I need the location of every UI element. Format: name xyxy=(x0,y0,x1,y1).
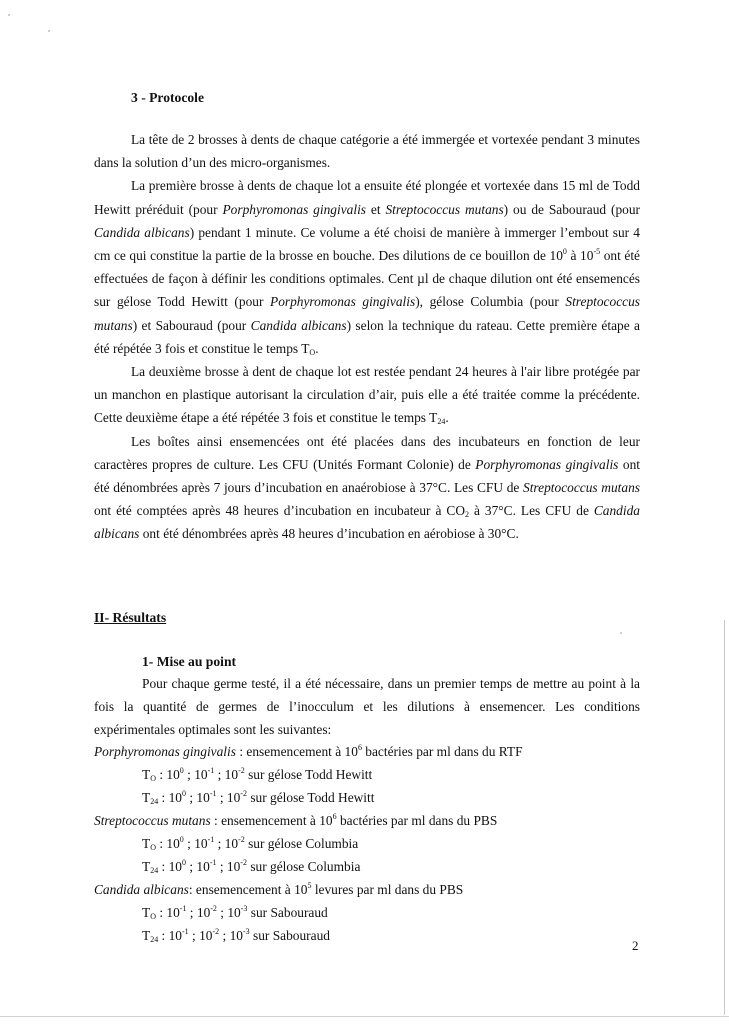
text-run: ) selon la technique du rateau. Cette première étape a été répétée 3 fois et constitue le temps T xyxy=(94,317,641,356)
text-run: T xyxy=(142,905,151,920)
exponent: 0 xyxy=(179,835,184,844)
results-heading: II- Résultats xyxy=(94,610,167,625)
text-run: ont été effectuées de façon à définir les conditions optimales. Cent µl de chaque dilution ont été ensemencés sur gélose Todd Hewitt (pour xyxy=(94,248,641,310)
subscript: 24 xyxy=(150,935,159,944)
organism-name: Candida albicans xyxy=(94,882,189,897)
results-subheading: 1- Mise au point xyxy=(142,654,237,669)
scan-speck xyxy=(8,14,10,16)
text-run: bactéries par ml dans du PBS xyxy=(336,813,498,828)
text-run: sur gélose Columbia xyxy=(246,859,361,874)
text-run: ; 10 xyxy=(216,790,241,805)
exponent: -3 xyxy=(242,927,250,936)
text-run: : ensemencement à 10 xyxy=(235,744,358,759)
text-run: : ensemencement à 10 xyxy=(210,813,333,828)
scan-bottom-line xyxy=(0,1016,729,1017)
exponent: -2 xyxy=(240,858,247,867)
text-run: ) ou de Sabouraud (pour xyxy=(503,201,641,217)
exponent: -2 xyxy=(238,766,245,775)
text-run: ; 10 xyxy=(183,767,208,782)
text-run: : 10 xyxy=(158,859,182,874)
text-run: ; 10 xyxy=(186,905,211,920)
text-run: : 10 xyxy=(158,790,182,805)
organism-name: Streptococcus mutans xyxy=(94,294,640,333)
text-run: : 10 xyxy=(155,836,180,851)
subscript: O xyxy=(150,912,156,921)
text-run: La deuxième brosse à dent de chaque lot est restée pendant 24 heures à l'air libre protégée par un manchon en plastique autorisant la circulation d’air, puis elle a été traitée comme la précédente. Cette deuxième étape a été répétée 3 fois et constitue le temps T xyxy=(94,364,640,426)
protocol-body xyxy=(94,128,640,546)
text-run: T xyxy=(142,767,151,782)
exponent: -1 xyxy=(209,789,217,798)
exponent: -2 xyxy=(212,927,220,936)
text-run: : ensemencement à 10 xyxy=(188,882,308,897)
organism-name: Candida albicans xyxy=(250,317,347,333)
exponent: 6 xyxy=(357,743,362,752)
organism-name: Candida albicans xyxy=(94,224,190,240)
text-run: ; 10 xyxy=(214,767,239,782)
protocol-paragraph xyxy=(94,430,640,546)
text-run: . xyxy=(445,410,449,426)
text-run: : 10 xyxy=(155,767,180,782)
exponent: -5 xyxy=(593,247,601,257)
condition-organism-line xyxy=(94,878,654,901)
text-run: ; 10 xyxy=(188,928,213,943)
condition-dilution-row xyxy=(142,786,642,809)
scan-margin-line xyxy=(724,620,725,1015)
subscript: O xyxy=(150,774,156,783)
organism-name: Porphyromonas gingivalis xyxy=(475,456,619,472)
text-run: à 10 xyxy=(566,248,594,264)
text-run: sur gélose Todd Hewitt xyxy=(246,790,375,805)
exponent: -1 xyxy=(207,766,215,775)
page-number: 2 xyxy=(632,938,639,953)
exponent: 0 xyxy=(179,766,184,775)
text-run: : 10 xyxy=(155,905,180,920)
text-run: T xyxy=(142,790,151,805)
text-run: ont été comptées après 48 heures d’incubation en incubateur à CO xyxy=(94,503,466,519)
text-run: T xyxy=(142,859,151,874)
organism-name: Streptococcus mutans xyxy=(94,813,211,828)
text-run: ) pendant 1 minute. Ce volume a été choisi de manière à immerger l’embout sur 4 cm ce qui constitue la partie de la brosse en bouche. Des dilutions de ce bouillon de 10 xyxy=(94,224,640,264)
text-run: sur gélose Todd Hewitt xyxy=(244,767,373,782)
subscript: O xyxy=(150,843,156,852)
results-intro-block xyxy=(94,672,640,742)
text-run: ; 10 xyxy=(183,836,208,851)
condition-dilution-row xyxy=(142,901,642,924)
text-run: sur gélose Columbia xyxy=(244,836,359,851)
exponent: -1 xyxy=(179,904,187,913)
exponent: 5 xyxy=(307,881,312,890)
exponent: -2 xyxy=(240,789,247,798)
subscript: 2 xyxy=(465,510,470,520)
exponent: -1 xyxy=(207,835,215,844)
condition-dilution-row xyxy=(142,924,642,947)
organism-name: Porphyromonas gingivalis xyxy=(222,201,366,217)
text-run: et xyxy=(366,201,386,217)
text-run: sur Sabouraud xyxy=(247,905,328,920)
exponent: -3 xyxy=(240,904,248,913)
subscript: 24 xyxy=(150,797,159,806)
exponent: -2 xyxy=(210,904,217,913)
exponent: -1 xyxy=(209,858,217,867)
protocol-paragraph xyxy=(94,128,640,174)
scan-speck xyxy=(620,632,622,634)
text-run: Les boîtes ainsi ensemencées ont été placées dans des incubateurs en fonction de leur caractères propres de culture. Les CFU (Unités Formant Colonie) de xyxy=(94,433,640,472)
text-run: ; 10 xyxy=(216,905,241,920)
condition-dilution-row xyxy=(142,763,642,786)
organism-name: Porphyromonas gingivalis xyxy=(94,744,236,759)
text-run: ; 10 xyxy=(186,790,210,805)
text-run: bactéries par ml dans du RTF xyxy=(361,744,523,759)
text-run: : 10 xyxy=(158,928,182,943)
text-run: La tête de 2 brosses à dents de chaque catégorie a été immergée et vortexée pendant 3 minutes dans la solution d’un des micro-organismes. xyxy=(94,132,640,171)
text-run: . xyxy=(315,340,319,356)
text-run: à 37°C. Les CFU de xyxy=(469,503,594,519)
condition-dilution-row xyxy=(142,855,642,878)
text-run: sur Sabouraud xyxy=(249,928,330,943)
subscript: 24 xyxy=(150,866,159,875)
text-run: ; 10 xyxy=(214,836,239,851)
organism-name: Candida albicans xyxy=(94,503,640,542)
text-run: ont été dénombrées après 48 heures d’incubation en aérobiose à 30°C. xyxy=(139,526,519,542)
text-run: ; 10 xyxy=(186,859,210,874)
protocol-heading: 3 - Protocole xyxy=(131,90,204,105)
text-run: levures par ml dans du PBS xyxy=(311,882,464,897)
text-run: ) et Sabouraud (pour xyxy=(132,317,251,333)
exponent: 0 xyxy=(562,247,567,257)
organism-name: Porphyromonas gingivalis xyxy=(270,294,416,310)
organism-name: Streptococcus mutans xyxy=(523,480,640,496)
text-run: ont été dénombrées après 7 jours d’incubation en anaérobiose à 37°C. Les CFU de xyxy=(94,456,640,496)
text-run: ), gélose Columbia (pour xyxy=(415,294,566,310)
text-run: La première brosse à dents de chaque lot a ensuite été plongée et vortexée dans 15 ml de Todd Hewitt préréduit (pour xyxy=(94,178,640,217)
exponent: 0 xyxy=(182,858,186,867)
exponent: -1 xyxy=(182,927,189,936)
protocol-paragraph xyxy=(94,174,640,360)
subscript: O xyxy=(309,347,316,357)
exponent: 6 xyxy=(332,812,337,821)
condition-organism-line xyxy=(94,740,654,763)
organism-name: Streptococcus mutans xyxy=(385,201,504,217)
exponent: 0 xyxy=(182,789,186,798)
scan-speck xyxy=(48,30,50,32)
condition-organism-line xyxy=(94,809,654,832)
results-intro: Pour chaque germe testé, il a été nécessaire, dans un premier temps de mettre au point à la fois la quantité de germes de l’inocculum et les dilutions à ensemencer. Les conditions expérimentales optimales sont les suivantes: xyxy=(94,676,640,738)
subscript: 24 xyxy=(437,417,446,427)
condition-dilution-row xyxy=(142,832,642,855)
exponent: -2 xyxy=(238,835,245,844)
text-run: ; 10 xyxy=(216,859,241,874)
protocol-paragraph xyxy=(94,360,640,430)
text-run: ; 10 xyxy=(219,928,243,943)
text-run: T xyxy=(142,836,151,851)
text-run: T xyxy=(142,928,151,943)
